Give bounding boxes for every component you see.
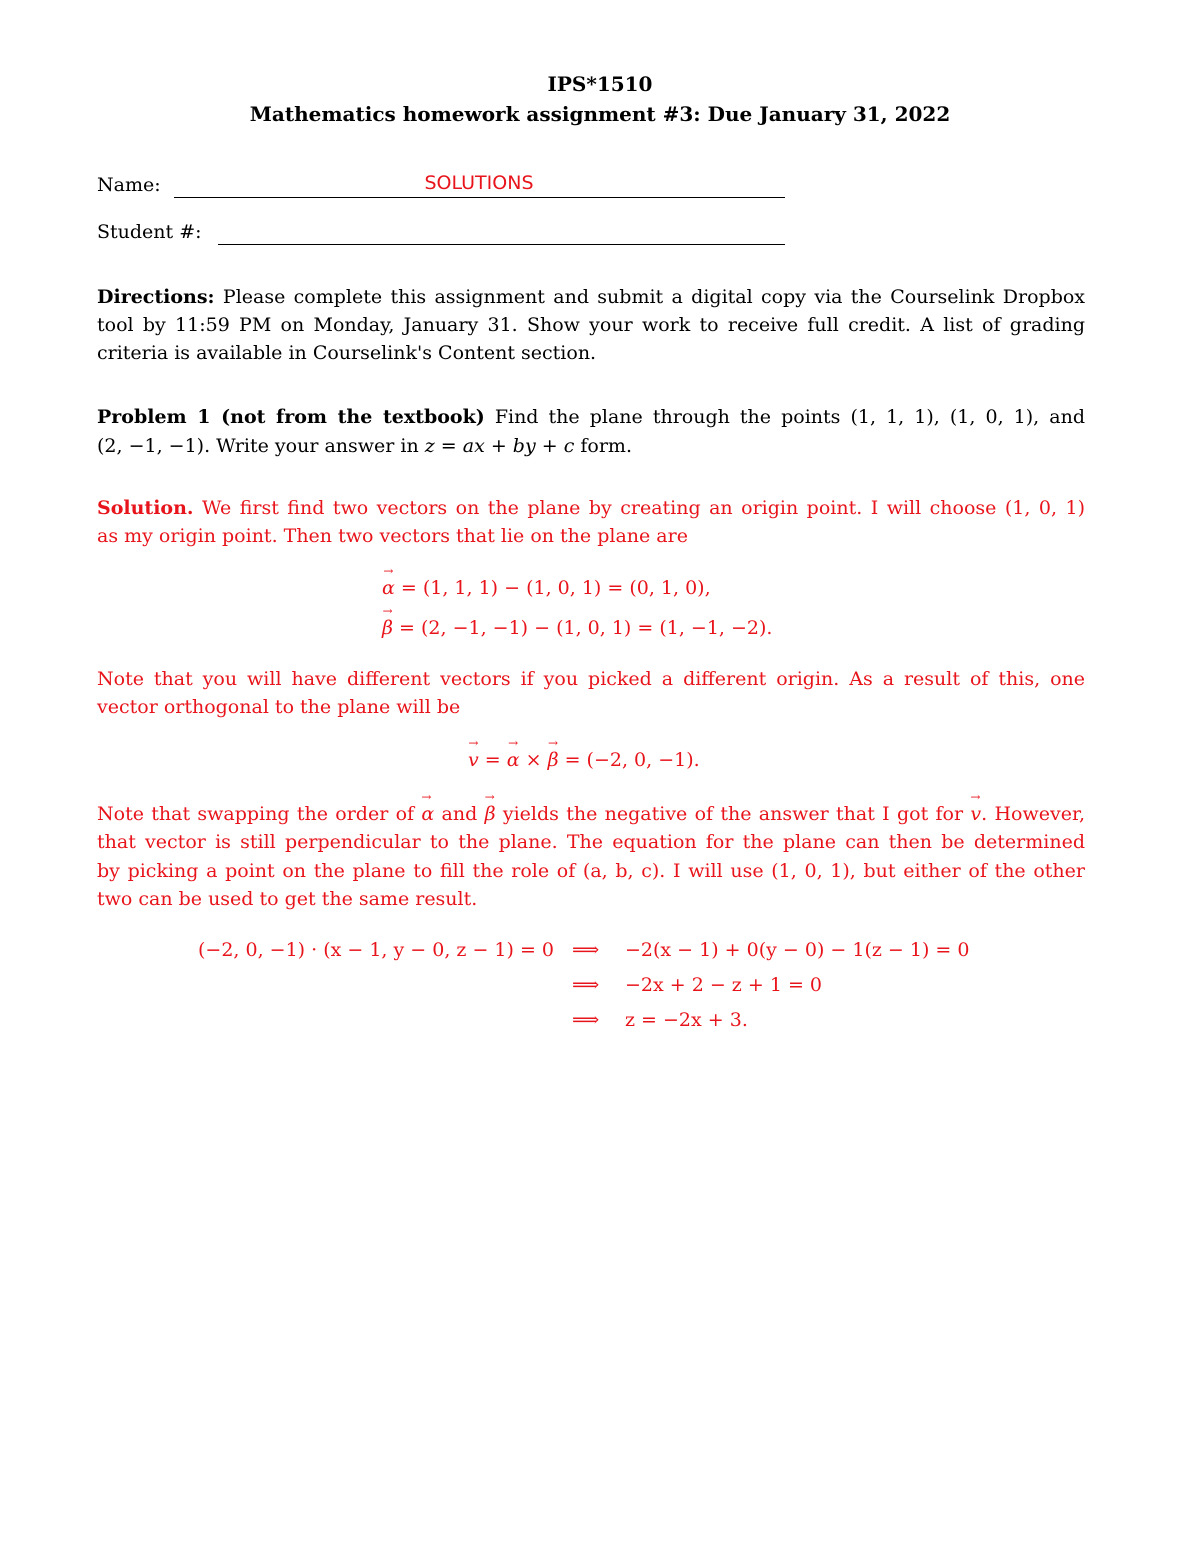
final-equation-step-2: −2x + 2 − z + 1 = 0 bbox=[625, 974, 822, 996]
directions-line-3: criteria is available in Courselink's Content section. bbox=[97, 342, 597, 364]
solution-line-8: two can be used to get the same result. bbox=[97, 888, 478, 910]
directions-line-1: Directions: Please complete this assignment and submit a digital copy via the Courselink Dropbox bbox=[97, 286, 1086, 308]
student-number-label: Student #: bbox=[97, 221, 202, 243]
final-equation-step-1: −2(x − 1) + 0(y − 0) − 1(z − 1) = 0 bbox=[625, 939, 970, 961]
implies-arrow-1: ⟹ bbox=[572, 939, 600, 961]
solution-line-4: vector orthogonal to the plane will be bbox=[97, 696, 461, 718]
equation-alpha: → α = (1, 1, 1) − (1, 0, 1) = (0, 1, 0), bbox=[382, 577, 711, 599]
problem-1-line-2: (2, −1, −1). Write your answer in z = ax + by + c form. bbox=[97, 435, 632, 457]
solution-line-2: as my origin point. Then two vectors that lie on the plane are bbox=[97, 525, 688, 547]
solution-line-5: Note that swapping the order of → α and → β yields the negative of the answer that I got for → v. However, bbox=[97, 803, 1085, 825]
solution-line-6: that vector is still perpendicular to the plane. The equation for the plane can then be determined bbox=[97, 831, 1085, 853]
problem-1-label: Problem 1 (not from the textbook) bbox=[97, 406, 485, 428]
equation-cross-product: → v = → α × → β = (−2, 0, −1). bbox=[468, 749, 700, 771]
directions-line-2: tool by 11:59 PM on Monday, January 31. Show your work to receive full credit. A list of grading bbox=[97, 314, 1085, 336]
name-label: Name: bbox=[97, 174, 161, 196]
student-number-underline bbox=[218, 244, 785, 245]
name-value: SOLUTIONS bbox=[424, 172, 534, 194]
implies-arrow-2: ⟹ bbox=[572, 974, 600, 996]
implies-arrow-3: ⟹ bbox=[572, 1009, 600, 1031]
final-equation-step-3: z = −2x + 3. bbox=[625, 1009, 748, 1031]
name-underline bbox=[174, 197, 785, 198]
course-code: IPS*1510 bbox=[547, 72, 653, 96]
final-equation-lhs: (−2, 0, −1) · (x − 1, y − 0, z − 1) = 0 bbox=[198, 939, 554, 961]
solution-line-1: Solution. We first find two vectors on the plane by creating an origin point. I will choose (1, 0, 1) bbox=[97, 497, 1085, 519]
assignment-title: Mathematics homework assignment #3: Due January 31, 2022 bbox=[249, 102, 951, 126]
solution-line-7: by picking a point on the plane to fill the role of (a, b, c). I will use (1, 0, 1), but either of the other bbox=[97, 860, 1085, 882]
problem-1-line-1: Problem 1 (not from the textbook) Find the plane through the points (1, 1, 1), (1, 0, 1), and bbox=[97, 406, 1086, 428]
directions-label: Directions: bbox=[97, 286, 215, 308]
solution-line-3: Note that you will have different vectors if you picked a different origin. As a result of this, one bbox=[97, 668, 1085, 690]
solution-label: Solution. bbox=[97, 497, 194, 519]
equation-beta: → β = (2, −1, −1) − (1, 0, 1) = (1, −1, −2). bbox=[382, 617, 772, 639]
